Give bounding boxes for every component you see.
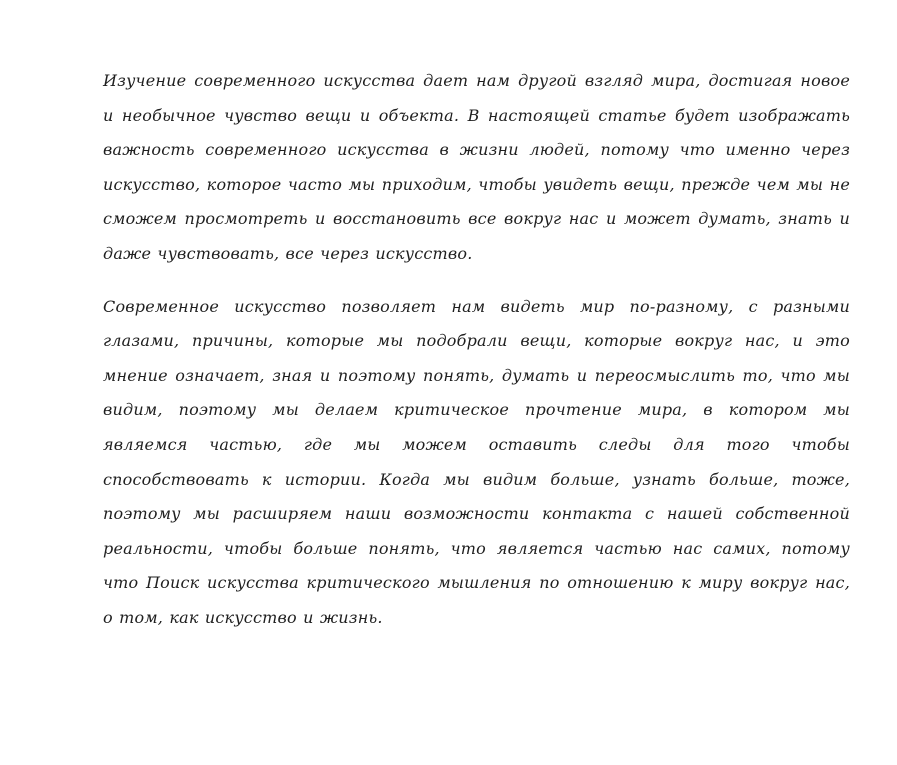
paragraph-intro: Изучение современного искусства дает нам другой взгляд мира, достигая новое и необычное чувство вещи и объекта. В настоящей статье будет изображать важность современного искусства в жизни людей, потому что именно через искусство, которое часто мы приходим, чтобы увидеть вещи, прежде чем мы не сможем просмотреть и восстановить все вокруг нас и может думать, знать и даже чувствовать, все через искусство. [103,71,850,263]
document-body [103,64,850,636]
paragraph-main: Современное искусство позволяет нам видеть мир по-разному, с разными глазами, причины, которые мы подобрали вещи, которые вокруг нас, и это мнение означает, зная и поэтому понять, думать и переосмыслить то, что мы видим, поэтому мы делаем критическое прочтение мира, в котором мы являемся частью, где мы можем оставить следы для того чтобы способствовать к истории. Когда мы видим больше, узнать больше, тоже, поэтому мы расширяем наши возможности контакта с нашей собственной реальности, чтобы больше понять, что является частью нас самих, потому что Поиск искусства критического мышления по отношению к миру вокруг нас, о том, как искусство и жизнь. [103,296,850,627]
